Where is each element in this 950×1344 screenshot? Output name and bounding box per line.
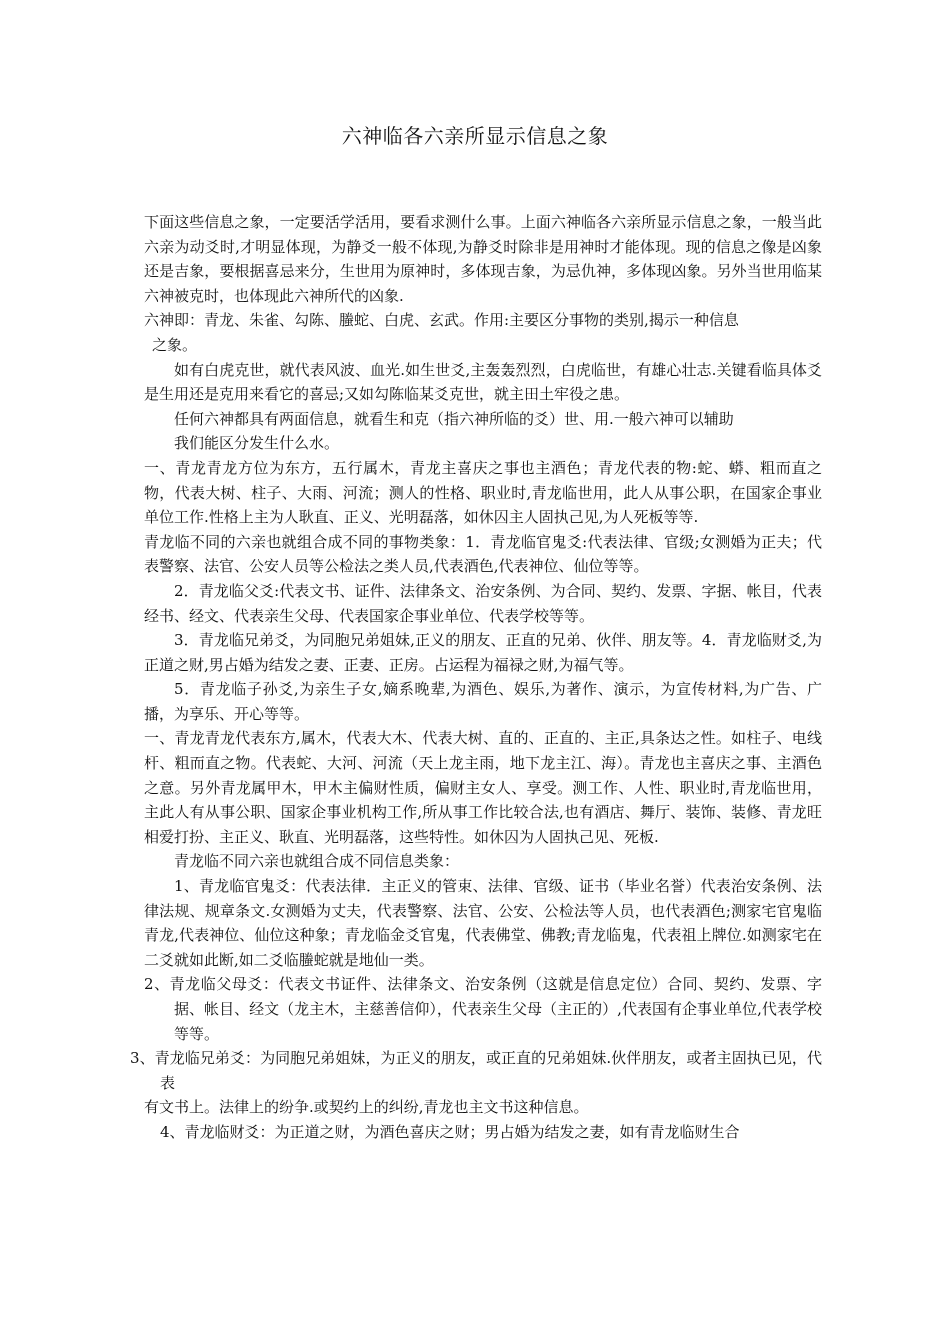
paragraph-qinglong-child: 5．青龙临子孙爻,为亲生子女,嫡系晚辈,为酒色、娱乐,为著作、演示，为宣传材料,为广告、广播，为享乐、开心等等。 xyxy=(144,680,822,723)
paragraph-qinglong-intro: 一、青龙青龙方位为东方，五行属木，青龙主喜庆之事也主酒色；青龙代表的物:蛇、蟒、粗而直之物，代表大树、柱子、大雨、河流；测人的性格、职业时,青龙临世用，此人从事公职，在国家企事业单位工作.性格上主为人耿直、正义、光明磊落，如休囚主人固执己见,为人死板等等. xyxy=(144,458,822,527)
paragraph-qinglong-officer: 青龙临不同的六亲也就组合成不同的事物类象：1．青龙临官鬼爻:代表法律、官级;女测婚为正夫；代表警察、法官、公安人员等公检法之类人员,代表酒色,代表神位、仙位等等。 xyxy=(144,532,822,576)
list-item-4: 4、青龙临财爻：为正道之财，为酒色喜庆之财；男占婚为结发之妻，如有青龙临财生合 xyxy=(160,1122,740,1141)
paragraph-intro: 下面这些信息之象，一定要活学活用，要看求测什么事。上面六神临各六亲所显示信息之象，一般当此六亲为动爻时,才明显体现，为静爻一般不体现,为静爻时除非是用神时才能体现。现的信息之像是凶象还是吉象，要根据喜忌来分，生世用为原神时，多体现吉象，为忌仇神，多体现凶象。另外当世用临某六神被克时，也体现此六神所代的凶象. xyxy=(144,213,822,305)
document-body xyxy=(130,210,822,1145)
paragraph-qinglong-types: 青龙临不同六亲也就组合成不同信息类象： xyxy=(174,852,460,871)
list-item-1: 1、青龙临官鬼爻：代表法律．主正义的管束、法律、官级、证书（毕业名誉）代表治安条例、法律法规、规章条文.女测婚为丈夫，代表警察、法官、公安、公检法等人员，也代表酒色;测家宅官鬼临青龙,代表神位、仙位这种象；青龙临金爻官鬼，代表佛堂、佛教;青龙临鬼，代表祖上牌位.如测家宅在二爻就如此断,如二爻临螣蛇就是地仙一类。 xyxy=(144,877,822,969)
list-item-3-cont: 有文书上。法律上的纷争.或契约上的纠纷,青龙也主文书这种信息。 xyxy=(144,1098,589,1117)
paragraph-white-tiger: 如有白虎克世，就代表风波、血光.如生世爻,主轰轰烈烈，白虎临世，有雄心壮志.关键看临具体爻是生用还是克用来看它的喜忌;又如勾陈临某爻克世，就主田土牢役之患。 xyxy=(144,360,822,404)
list-item-2: 2、青龙临父母爻：代表文书证件、法律条文、治安条例（这就是信息定位）合同、契约、发票、字据、帐目、经文（龙主木，主慈善信仰），代表亲生父母（主正的）,代表国有企事业单位,代表学校等等。 xyxy=(144,975,822,1043)
paragraph-six-gods-cont: 之象。 xyxy=(152,335,198,354)
paragraph-two-sides-cont: 我们能区分发生什么水。 xyxy=(174,434,340,453)
paragraph-two-sides: 任何六神都具有两面信息，就看生和克（指六神所临的爻）世、用.一般六神可以辅助 xyxy=(174,409,734,428)
list-item-3: 3、青龙临兄弟爻：为同胞兄弟姐妹，为正义的朋友，或正直的兄弟姐妹.伙伴朋友，或者主固执已见，代表 xyxy=(130,1049,822,1092)
paragraph-six-gods: 六神即：青龙、朱雀、勾陈、螣蛇、白虎、玄武。作用:主要区分事物的类别,揭示一种信息 xyxy=(144,311,739,330)
page-title: 六神临各六亲所显示信息之象 xyxy=(341,124,609,148)
paragraph-qinglong-parent: 2．青龙临父爻:代表文书、证件、法律条文、治安条例、为合同、契约、发票、字据、帐目，代表经书、经文、代表亲生父母、代表国家企事业单位、代表学校等等。 xyxy=(144,581,822,625)
paragraph-qinglong-sibling: 3．青龙临兄弟爻，为同胞兄弟姐妹,正义的朋友、正直的兄弟、伙伴、朋友等。4．青龙临财爻,为正道之财,男占婚为结发之妻、正妻、正房。占运程为福禄之财,为福气等。 xyxy=(144,631,822,674)
paragraph-qinglong-detail: 一、青龙青龙代表东方,属木，代表大木、代表大树、直的、正直的、主正,具条达之性。如柱子、电线杆、粗而直之物。代表蛇、大河、河流（天上龙主雨，地下龙主江、海）。青龙也主喜庆之事、主酒色之意。另外青龙属甲木，甲木主偏财性质，偏财主女人、享受。测工作、人性、职业时,青龙临世用，主此人有从事公职、国家企事业机构工作,所从事工作比较合法,也有酒店、舞厅、装饰、装修、青龙旺相爱打扮、主正义、耿直、光明磊落，这些特性。如休囚为人固执己见、死板. xyxy=(144,729,822,846)
